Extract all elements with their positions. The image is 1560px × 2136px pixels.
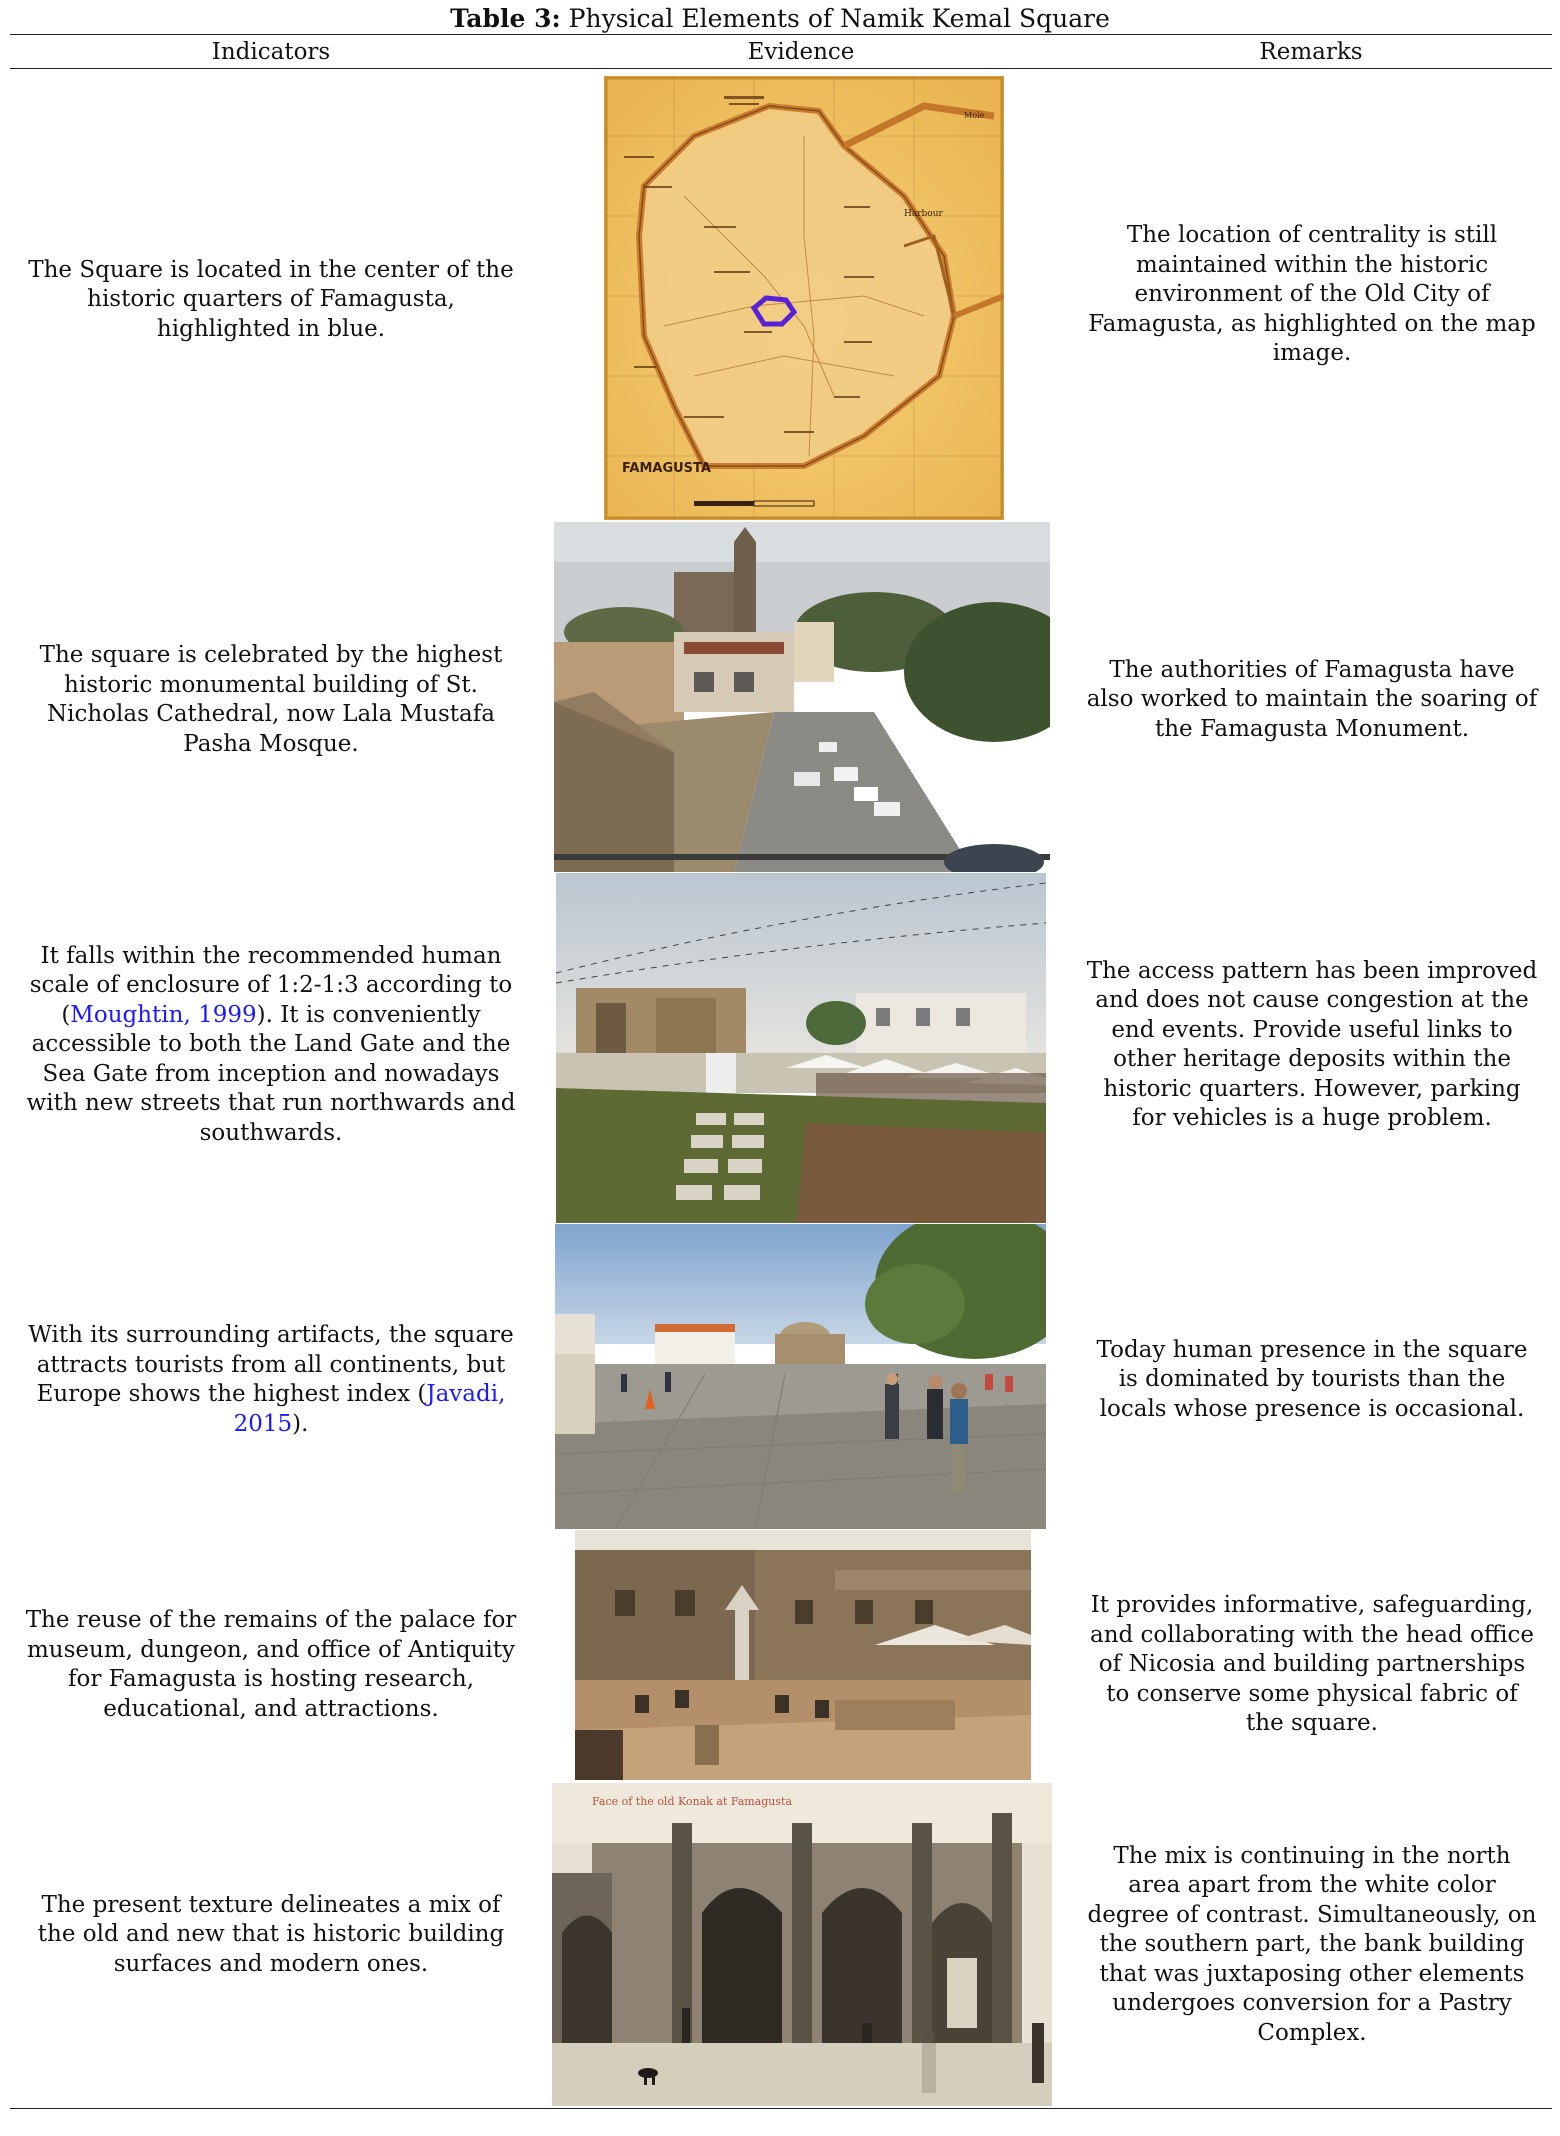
cathedral-street-photo [554, 522, 1050, 872]
palace-courtyard-photo [575, 1530, 1031, 1780]
table-title: Table 3: Physical Elements of Namik Kemal Square [450, 4, 1110, 33]
header-remarks: Remarks [1259, 39, 1363, 65]
tourists-square-photo [555, 1224, 1046, 1529]
old-konak-postcard [552, 1783, 1052, 2106]
famagusta-map-image [604, 76, 1004, 520]
row2-remark: The authorities of Famagusta have also worked to maintain the soaring of the Famagusta Monument. [1086, 656, 1538, 742]
row4-remark: Today human presence in the square is dominated by tourists than the locals whose presence is occasional. [1096, 1336, 1528, 1422]
table-bottom-rule [10, 2108, 1552, 2109]
row5-remark: It provides informative, safeguarding, and collaborating with the head office of Nicosia and building partnerships to conserve some physical fabric of the square. [1089, 1592, 1535, 1737]
row1-indicator: The Square is located in the center of the historic quarters of Famagusta, highlighted in blue. [28, 256, 514, 342]
header-top-rule [10, 34, 1552, 35]
square-garden-photo [556, 873, 1046, 1223]
map-harbour-label: Harbour [904, 209, 943, 219]
map-city-label: FAMAGUSTA [622, 461, 711, 476]
row2-indicator: The square is celebrated by the highest historic monumental building of St. Nicholas Cathedral, now Lala Mustafa Pasha Mosque. [39, 642, 503, 757]
citation-javadi-link[interactable]: Javadi, 2015 [233, 1381, 506, 1437]
header-indicators: Indicators [211, 39, 331, 65]
row1-remark: The location of centrality is still maintained within the historic environment of the Old City of Famagusta, as highlighted on the map image. [1088, 222, 1536, 367]
row6-remark: The mix is continuing in the north area apart from the white color degree of contrast. Simultaneously, on the southern part, the bank building that was juxtaposing other elements undergoes conversion for a Pastry Complex. [1087, 1842, 1537, 2046]
row6-indicator: The present texture delineates a mix of the old and new that is historic building surfaces and modern ones. [37, 1891, 505, 1977]
postcard-caption: Face of the old Konak at Famagusta [592, 1795, 792, 1808]
map-mole-label: Mole [964, 111, 985, 120]
citation-moughtin-link[interactable]: Moughtin, 1999 [70, 1001, 257, 1028]
header-evidence: Evidence [747, 39, 855, 65]
row3-indicator: It falls within the recommended human scale of enclosure of 1:2-1:3 according to (Moughtin, 1999). It is conveniently accessible to both the Land Gate and the Sea Gate from inception and nowadays with new streets that run northwards and southwards. [26, 942, 516, 1146]
row3-remark: The access pattern has been improved and does not cause congestion at the end events. Provide useful links to other heritage deposits within the historic quarters. However, parking for vehicles is a huge problem. [1086, 957, 1538, 1131]
row4-indicator: With its surrounding artifacts, the square attracts tourists from all continents, but Europe shows the highest index (Javadi, 2015). [28, 1322, 514, 1437]
header-bottom-rule [10, 68, 1552, 69]
row5-indicator: The reuse of the remains of the palace for museum, dungeon, and office of Antiquity for Famagusta is hosting research, educational, and attractions. [25, 1607, 517, 1722]
